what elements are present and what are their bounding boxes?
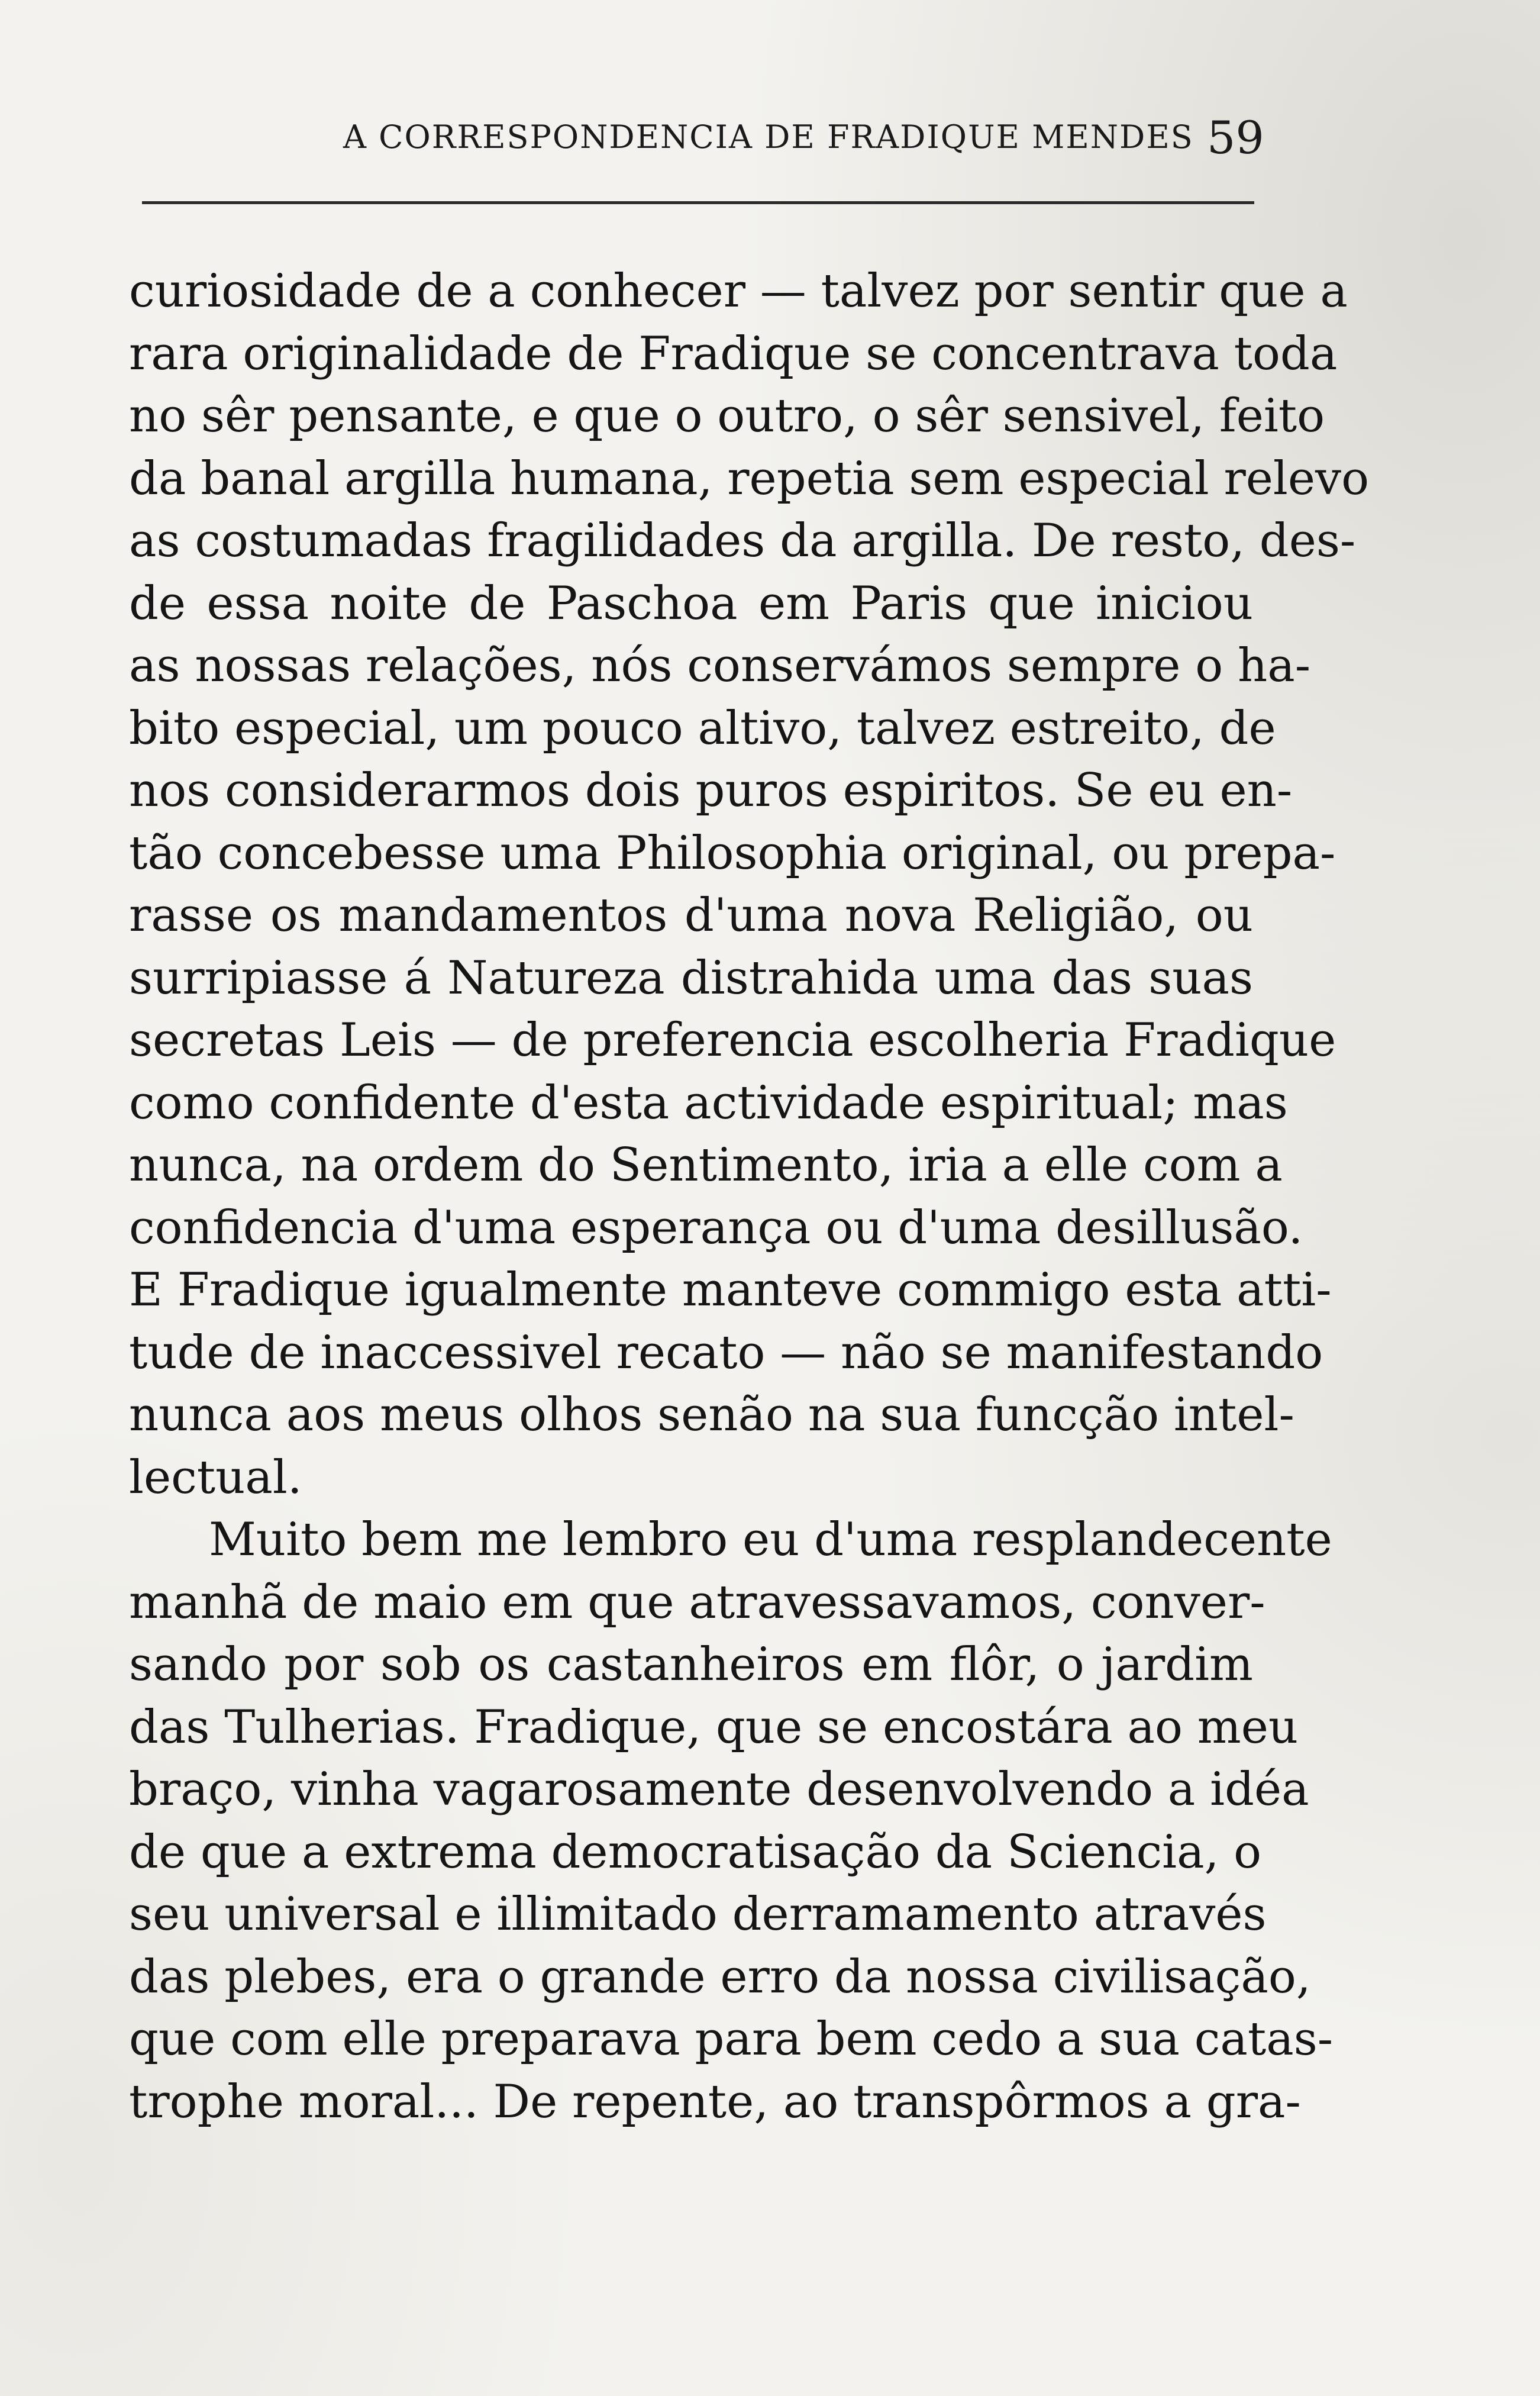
text-line: nunca aos meus olhos senão na sua funcção intel- bbox=[129, 1388, 1294, 1442]
running-title: A CORRESPONDENCIA DE FRADIQUE MENDES bbox=[343, 118, 1194, 156]
text-line: como confidente d'esta actividade espiritual; mas bbox=[129, 1076, 1288, 1130]
text-line: lectual. bbox=[129, 1450, 302, 1504]
text-line: rara originalidade de Fradique se concentrava toda bbox=[129, 327, 1338, 380]
text-line: manhã de maio em que atravessavamos, conver- bbox=[129, 1575, 1265, 1629]
text-line: sando por sob os castanheiros em flôr, o jardim bbox=[129, 1638, 1253, 1691]
text-line: as nossas relações, nós conservámos sempre o ha- bbox=[129, 639, 1311, 692]
text-line: curiosidade de a conhecer — talvez por sentir que a bbox=[129, 265, 1348, 318]
text-line: rasse os mandamentos d'uma nova Religião, ou bbox=[129, 889, 1253, 942]
text-line: trophe moral... De repente, ao transpôrmos a gra- bbox=[129, 2075, 1301, 2129]
text-line: seu universal e illimitado derramamento através bbox=[129, 1888, 1267, 1941]
text-line: no sêr pensante, e que o outro, o sêr sensivel, feito bbox=[129, 389, 1325, 443]
header-rule bbox=[142, 201, 1254, 204]
text-line: bito especial, um pouco altivo, talvez estreito, de bbox=[129, 701, 1276, 755]
page-number: 59 bbox=[1207, 111, 1264, 164]
text-line: de que a extrema democratisação da Sciencia, o bbox=[129, 1825, 1262, 1879]
text-line: Muito bem me lembro eu d'uma resplandecente bbox=[209, 1513, 1332, 1566]
text-line: da banal argilla humana, repetia sem especial relevo bbox=[129, 452, 1370, 505]
body-text bbox=[129, 260, 1370, 2133]
text-line: secretas Leis — de preferencia escolheria Fradique bbox=[129, 1014, 1336, 1067]
text-line: que com elle preparava para bem cedo a sua catas- bbox=[129, 2013, 1334, 2066]
text-line: tão concebesse uma Philosophia original, ou prepa- bbox=[129, 826, 1336, 880]
text-line: braço, vinha vagarosamente desenvolvendo a idéa bbox=[129, 1763, 1309, 1816]
text-line: confidencia d'uma esperança ou d'uma desillusão. bbox=[129, 1201, 1303, 1255]
text-line: das Tulherias. Fradique, que se encostára ao meu bbox=[129, 1700, 1299, 1754]
text-line: nunca, na ordem do Sentimento, iria a elle com a bbox=[129, 1139, 1283, 1192]
text-line: de essa noite de Paschoa em Paris que iniciou bbox=[129, 576, 1253, 630]
text-line: tude de inaccessivel recato — não se manifestando bbox=[129, 1326, 1323, 1379]
text-line: as costumadas fragilidades da argilla. De resto, des- bbox=[129, 514, 1356, 567]
text-line: E Fradique igualmente manteve commigo esta atti- bbox=[129, 1263, 1332, 1317]
text-line: surripiasse á Natureza distrahida uma das suas bbox=[129, 951, 1253, 1005]
text-line: das plebes, era o grande erro da nossa civilisação, bbox=[129, 1950, 1311, 2004]
text-line: nos considerarmos dois puros espiritos. Se eu en- bbox=[129, 764, 1293, 817]
